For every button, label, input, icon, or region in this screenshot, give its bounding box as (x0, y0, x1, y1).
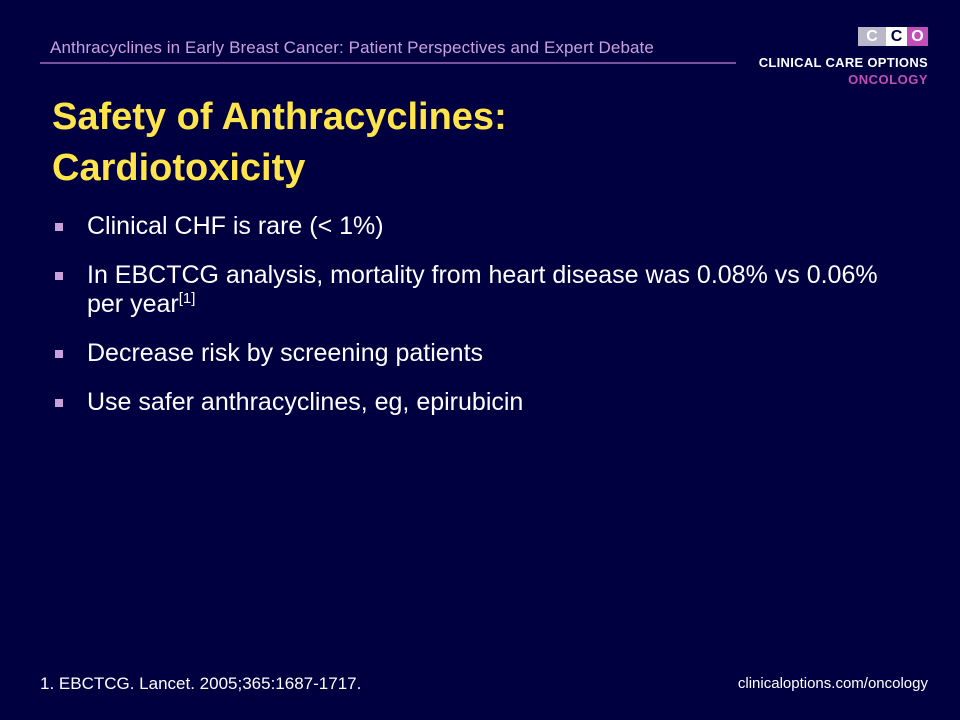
bullet-item (52, 261, 892, 319)
bullet-text: Clinical CHF is rare (< 1%) (87, 212, 384, 240)
logo-subtitle: ONCOLOGY (848, 72, 928, 87)
bullet-text: Decrease risk by screening patients (87, 339, 484, 367)
logo-letter-o: O (907, 27, 928, 46)
logo-mark (858, 27, 928, 46)
header-divider (40, 62, 736, 64)
presentation-title: Anthracyclines in Early Breast Cancer: Patient Perspectives and Expert Debate (50, 38, 654, 57)
clinical-care-options-logo (758, 27, 928, 97)
reference-footnote: 1. EBCTCG. Lancet. 2005;365:1687-1717. (40, 674, 362, 693)
square-bullet-icon (55, 399, 63, 407)
bullet-item (52, 388, 892, 417)
logo-letter-c2: C (886, 27, 907, 46)
bullet-item (52, 339, 892, 368)
slide-title (52, 92, 752, 194)
bullet-text: Use safer anthracyclines, eg, epirubicin (87, 388, 524, 416)
square-bullet-icon (55, 223, 63, 231)
footer-url: clinicaloptions.com/oncology (737, 675, 928, 692)
logo-wordmark: CLINICAL CARE OPTIONS (758, 55, 928, 70)
bullet-item (52, 212, 892, 241)
bullet-list (52, 212, 892, 417)
bullet-text: In EBCTCG analysis, mortality from heart disease was 0.08% vs 0.06% per year (87, 261, 878, 318)
slide-title-line1: Safety of Anthracyclines: (52, 96, 507, 138)
square-bullet-icon (55, 350, 63, 358)
square-bullet-icon (55, 272, 63, 280)
reference-superscript: [1] (178, 290, 196, 307)
bullet-text-with-reference (87, 261, 892, 319)
slide-title-line2: Cardiotoxicity (52, 147, 306, 189)
logo-letter-c1: C (858, 27, 886, 46)
